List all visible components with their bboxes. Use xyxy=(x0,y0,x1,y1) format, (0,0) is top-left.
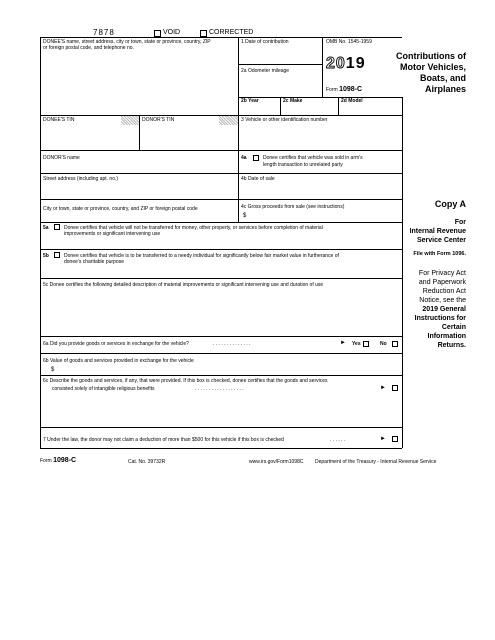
copy-a: Copy A xyxy=(434,199,466,209)
form-title xyxy=(380,51,466,95)
void-label: VOID xyxy=(163,29,181,36)
notice-line: Information xyxy=(427,333,466,340)
no-label: No xyxy=(380,341,387,347)
rule xyxy=(40,199,402,200)
rule xyxy=(238,64,322,65)
rule xyxy=(139,115,140,150)
box7-dots: . . . . . . xyxy=(330,437,346,443)
corrected-checkbox[interactable] xyxy=(200,30,207,37)
footer-dept: Department of the Treasury - Internal Revenue Service xyxy=(315,459,437,465)
box6b-dollar: $ xyxy=(51,367,55,373)
copy-for-line: Internal Revenue xyxy=(409,228,466,235)
box5a-text: Donee certifies that vehicle will not be transferred for money, other property, or services before completion of material xyxy=(64,225,323,231)
footer-form-prefix: Form xyxy=(40,458,52,464)
year-outline: 20 xyxy=(326,55,346,72)
rule xyxy=(40,278,402,279)
box4c-dollar: $ xyxy=(243,213,247,219)
notice-line: Instructions for xyxy=(414,315,466,322)
box2a-label: 2a Odometer mileage xyxy=(241,68,290,74)
form-label xyxy=(326,87,362,93)
box4a-text-2: length transaction to unrelated party xyxy=(263,162,343,168)
box5b-text: Donee certifies that vehicle is to be transferred to a needy individual for significantly below fair market value in furtherance of xyxy=(64,253,339,259)
notice-line: 2019 General xyxy=(422,306,466,313)
box2d-label: 2d Model xyxy=(341,98,363,104)
box3-label: 3 Vehicle or other identification number xyxy=(241,117,328,123)
box7-label: 7 Under the law, the donor may not claim a deduction of more than $500 for this vehicle if this box is checked xyxy=(43,437,284,443)
box4a-text: Donee certifies that vehicle was sold in arm's xyxy=(263,155,363,161)
donee-tin-label: DONEE'S TIN xyxy=(43,117,75,123)
notice-line: Reduction Act xyxy=(422,288,466,295)
copy-for-line: Service Center xyxy=(416,237,466,244)
box1-label: 1 Date of contribution xyxy=(241,39,289,45)
rule xyxy=(40,249,402,250)
arrow-icon: ► xyxy=(380,436,386,442)
box6c-dots: . . . . . . . . . . . . . . . . . . xyxy=(195,386,244,392)
rule xyxy=(40,448,402,449)
rule xyxy=(40,222,402,223)
donor-tin-label: DONOR'S TIN xyxy=(142,117,175,123)
rule xyxy=(238,97,402,98)
title-line: Boats, and xyxy=(419,73,466,83)
copy-for-line: For xyxy=(454,219,466,226)
notice xyxy=(380,269,466,350)
rule xyxy=(40,336,402,337)
box4b-label: 4b Date of sale xyxy=(241,176,275,182)
donee-tin-shade xyxy=(121,116,139,125)
box6c-label-2: consisted solely of intangible religious benefits xyxy=(52,386,155,392)
notice-line: Notice, see the xyxy=(419,297,466,304)
box6b-label: 6b Value of goods and services provided in exchange for the vehicle xyxy=(43,358,194,364)
box5c-label: 5c Donee certifies the following detailed description of material improvements or significant intervening use and duration of use xyxy=(43,282,324,288)
rule xyxy=(322,37,323,97)
notice-line: For Privacy Act xyxy=(418,270,466,277)
arrow-icon: ► xyxy=(380,385,386,391)
box5a-num: 5a xyxy=(43,225,49,231)
donor-name-label: DONOR'S name xyxy=(43,155,80,161)
rule xyxy=(40,375,402,376)
donor-tin-shade xyxy=(219,116,238,125)
title-line: Airplanes xyxy=(424,84,466,94)
form-number: 1098-C xyxy=(339,86,363,93)
void-checkbox[interactable] xyxy=(154,30,161,37)
box5b-checkbox[interactable] xyxy=(54,252,60,258)
box4c-label: 4c Gross proceeds from sale (see instructions) xyxy=(241,204,345,210)
title-line: Motor Vehicles, xyxy=(399,62,466,72)
city-label: City or town, state or province, country, and ZIP or foreign postal code xyxy=(43,206,198,212)
donee-info-label: DONEE'S name, street address, city or town, state or province, country, ZIP xyxy=(43,39,211,45)
rule xyxy=(40,173,402,174)
box5a-checkbox[interactable] xyxy=(54,224,60,230)
arrow-icon: ► xyxy=(340,340,346,346)
footer-form xyxy=(40,458,76,464)
footer-url: www.irs.gov/Form1098C xyxy=(249,459,304,465)
rule xyxy=(40,37,402,38)
notice-line: Returns. xyxy=(437,342,466,349)
year-solid: 19 xyxy=(345,55,366,72)
box2b-label: 2b Year xyxy=(241,98,259,104)
notice-line: Certain xyxy=(441,324,466,331)
yes-label: Yes xyxy=(352,341,361,347)
form-prefix: Form xyxy=(326,87,338,93)
box6c-checkbox[interactable] xyxy=(392,385,398,391)
rule xyxy=(280,97,281,115)
box6c-label: 6c Describe the goods and services, if any, that were provided. If this box is checked, donee certifies that the goods and services xyxy=(43,378,328,384)
box5a-text-2: improvements or significant intervening use xyxy=(64,231,161,237)
box4a-num: 4a xyxy=(241,155,247,161)
street-label: Street address (including apt. no.) xyxy=(43,176,119,182)
box5b-text-2: donee's charitable purpose xyxy=(64,259,124,265)
box6a-dots: . . . . . . . . . . . . . . xyxy=(213,341,251,347)
box2c-label: 2c Make xyxy=(283,98,303,104)
box7-checkbox[interactable] xyxy=(392,436,398,442)
copy-for xyxy=(380,218,466,245)
rule xyxy=(40,427,402,428)
box5b-num: 5b xyxy=(43,253,49,259)
form-code: 7878 xyxy=(93,28,115,37)
notice-line: and Paperwork xyxy=(418,279,466,286)
rule xyxy=(40,353,402,354)
file-with: File with Form 1096. xyxy=(413,251,466,257)
footer-cat-no: Cat. No. 39732R xyxy=(128,459,166,465)
yes-checkbox[interactable] xyxy=(363,341,369,347)
donee-info-label-2: or foreign postal code, and telephone no. xyxy=(43,45,134,51)
title-line: Contributions of xyxy=(396,51,466,61)
rule xyxy=(40,150,402,151)
box6a-label: 6a Did you provide goods or services in exchange for the vehicle? xyxy=(43,341,189,347)
omb-number: OMB No. 1545-1959 xyxy=(326,39,372,45)
tax-year xyxy=(326,55,366,73)
box4a-checkbox[interactable] xyxy=(253,155,259,161)
rule xyxy=(338,97,339,115)
rule xyxy=(40,37,41,448)
corrected-label: CORRECTED xyxy=(209,29,254,36)
footer-form-number: 1098-C xyxy=(53,457,77,464)
